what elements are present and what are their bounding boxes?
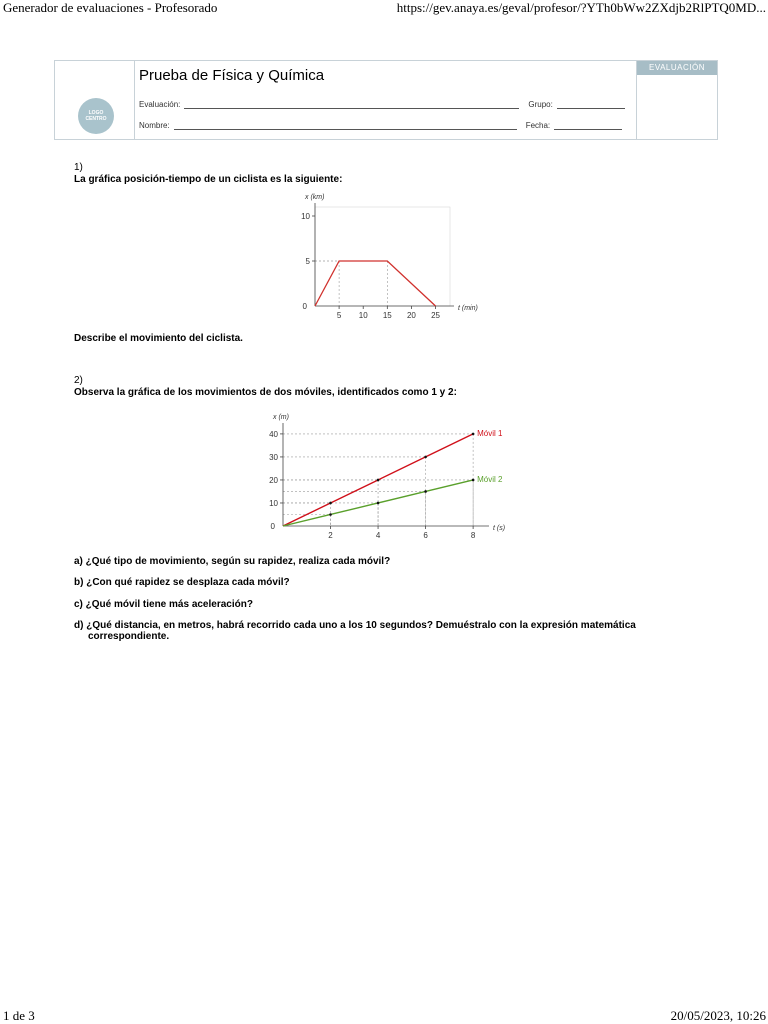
question-1-text: La gráfica posición-tiempo de un ciclista es la siguiente:	[74, 174, 343, 185]
question-2d-line1: d) ¿Qué distancia, en metros, habrá recorrido cada uno a los 10 segundos? Demuéstralo con la expresión matemática	[74, 620, 636, 631]
data-point	[424, 456, 427, 459]
x-tick-label: 2	[328, 531, 333, 540]
browser-title: Generador de evaluaciones - Profesorado	[3, 0, 218, 15]
y-tick-label: 40	[269, 429, 278, 439]
browser-url[interactable]: https://gev.anaya.es/geval/profesor/?YTh0bWw2ZXdjb2RlPTQ0MD...	[396, 0, 766, 15]
x-tick-label: 25	[431, 311, 440, 320]
fecha-label: Fecha:	[525, 121, 551, 130]
exam-header	[54, 60, 718, 140]
y-tick-label: 5	[305, 257, 310, 266]
data-point	[329, 502, 332, 505]
origin-label: 0	[270, 522, 275, 531]
evaluacion-label: Evaluación:	[139, 100, 181, 109]
y-axis-label: x (m)	[273, 414, 289, 421]
series-label-2: Móvil 2	[477, 474, 503, 484]
origin-label: 0	[302, 302, 307, 311]
y-tick-label: 30	[269, 452, 278, 462]
series-line-1	[315, 261, 436, 306]
question-2-text: Observa la gráfica de los movimientos de dos móviles, identificados como 1 y 2:	[74, 387, 457, 398]
x-tick-label: 4	[375, 531, 381, 540]
x-axis-label: t (min)	[458, 305, 478, 312]
data-point	[424, 490, 427, 493]
logo-line1: LOGO	[88, 110, 104, 116]
x-tick-label: 5	[336, 311, 342, 320]
plot-frame	[315, 207, 450, 306]
question-2d	[74, 620, 694, 642]
x-tick-label: 10	[358, 311, 368, 320]
print-datetime: 20/05/2023, 10:26	[670, 1008, 766, 1023]
x-tick-label: 8	[470, 531, 476, 540]
evaluacion-row	[139, 100, 625, 109]
question-2b: b) ¿Con qué rapidez se desplaza cada móvil?	[74, 577, 290, 588]
x-tick-label: 20	[406, 311, 416, 320]
x-axis-label: t (s)	[493, 525, 506, 532]
question-2c: c) ¿Qué móvil tiene más aceleración?	[74, 599, 253, 610]
nombre-label: Nombre:	[139, 121, 170, 130]
x-tick-label: 15	[382, 311, 392, 320]
chart-position-time-cyclist	[280, 192, 480, 322]
data-point	[329, 513, 332, 516]
data-point	[472, 433, 475, 436]
nombre-row	[139, 121, 622, 130]
nombre-field[interactable]	[174, 124, 517, 130]
y-axis-label: x (km)	[305, 194, 325, 201]
y-tick-label: 10	[301, 212, 310, 221]
school-logo	[78, 98, 114, 134]
x-tick-label: 6	[423, 531, 428, 540]
data-point	[472, 479, 475, 482]
data-point	[377, 502, 380, 505]
data-point	[377, 479, 380, 482]
grupo-label: Grupo:	[528, 100, 553, 109]
fecha-field[interactable]	[554, 124, 622, 130]
question-1-number: 1)	[74, 162, 83, 173]
evaluacion-field[interactable]	[184, 103, 519, 109]
question-2-number: 2)	[74, 375, 83, 386]
logo-line2: CENTRO	[85, 116, 107, 122]
question-2a: a) ¿Qué tipo de movimiento, según su rapidez, realiza cada móvil?	[74, 556, 391, 567]
evaluation-cell	[636, 61, 717, 139]
chart-two-movers	[255, 408, 515, 543]
page-counter: 1 de 3	[3, 1008, 35, 1023]
logo-cell	[55, 61, 135, 139]
question-1-prompt: Describe el movimiento del ciclista.	[74, 333, 243, 344]
series-label-1: Móvil 1	[477, 428, 503, 438]
question-2d-line2: correspondiente.	[88, 631, 170, 642]
evaluation-badge: EVALUACIÓN	[637, 61, 717, 75]
grupo-field[interactable]	[557, 103, 625, 109]
y-tick-label: 10	[269, 498, 278, 508]
exam-title: Prueba de Física y Química	[139, 67, 325, 84]
y-tick-label: 20	[269, 475, 278, 485]
